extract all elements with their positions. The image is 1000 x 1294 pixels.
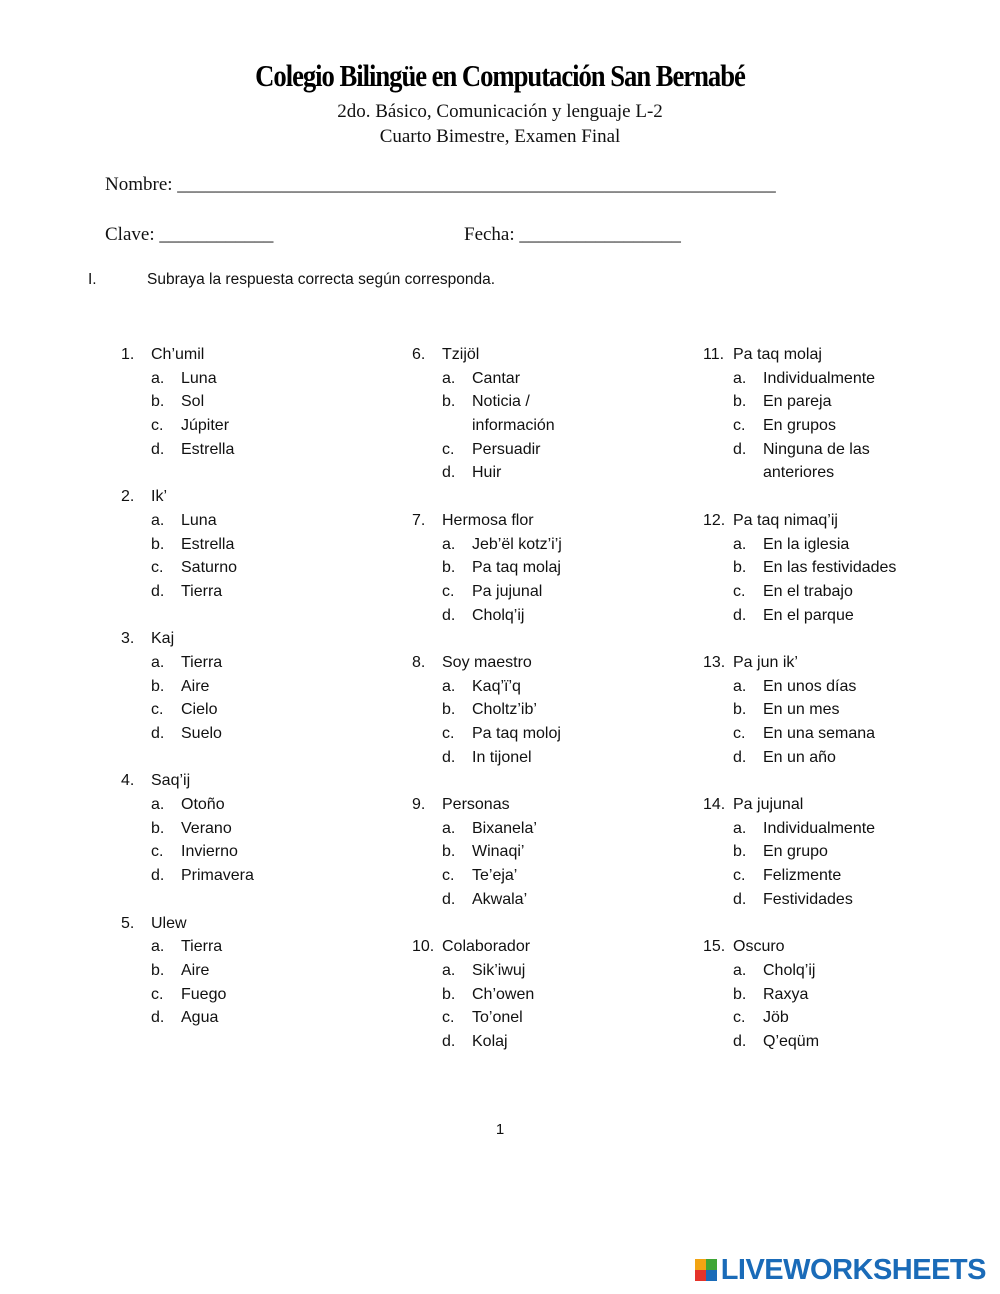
option-text: En unos días [763, 677, 857, 695]
option-text: Noticia / [472, 393, 530, 411]
option-text: Suelo [181, 725, 222, 742]
option-letter: d. [442, 606, 456, 624]
question-number: 14. [703, 796, 726, 814]
exam-subtitle: Cuarto Bimestre, Examen Final [379, 126, 621, 147]
option-text: Tierra [181, 582, 223, 600]
option-text: Huir [472, 464, 502, 482]
option-letter: b. [442, 985, 456, 1003]
option-letter: b. [733, 559, 747, 577]
question [121, 343, 421, 461]
question-line [703, 651, 1000, 675]
answer-option[interactable] [412, 817, 712, 841]
question-number: 1. [121, 346, 135, 363]
option-letter: c. [442, 1009, 455, 1027]
questions-column-1 [121, 343, 421, 1054]
question [121, 627, 421, 745]
option-letter: a. [151, 369, 165, 387]
option-text: En la iglesia [763, 535, 850, 553]
answer-option[interactable] [121, 1006, 421, 1030]
option-text: To’onel [472, 1009, 523, 1027]
answer-option[interactable] [412, 746, 712, 770]
option-letter: a. [151, 653, 165, 671]
option-letter: a. [442, 369, 456, 387]
option-letter: d. [733, 440, 747, 458]
option-letter: d. [733, 890, 747, 908]
course-subtitle: 2do. Básico, Comunicación y lenguaje L-2 [337, 101, 663, 122]
answer-option[interactable] [121, 438, 421, 462]
answer-option[interactable] [412, 698, 712, 722]
option-letter: d. [442, 748, 456, 766]
option-text: Luna [181, 511, 217, 529]
question-line [412, 343, 712, 367]
answer-option[interactable] [121, 817, 421, 841]
option-text: Júpiter [181, 417, 230, 435]
option-text: Pa jujunal [472, 582, 543, 600]
question-number: 11. [703, 346, 725, 363]
answer-option[interactable] [412, 533, 712, 557]
question-number: 13. [703, 653, 726, 671]
question-number: 9. [412, 796, 426, 814]
answer-option[interactable] [703, 367, 1000, 391]
question-line [703, 793, 1000, 817]
question-text: Personas [442, 796, 510, 814]
option-letter: d. [151, 582, 165, 600]
answer-option[interactable] [121, 556, 421, 580]
option-letter: a. [733, 369, 747, 387]
option-letter: c. [733, 417, 746, 435]
answer-option-continuation [412, 414, 712, 438]
question [703, 509, 1000, 627]
option-letter: c. [151, 701, 164, 719]
option-letter: a. [733, 961, 747, 979]
option-text: In tijonel [472, 748, 532, 766]
answer-option[interactable] [121, 533, 421, 557]
option-letter: d. [151, 440, 165, 458]
question [121, 912, 421, 1030]
question-number: 3. [121, 630, 135, 648]
answer-option[interactable] [703, 556, 1000, 580]
question-number: 6. [412, 346, 426, 363]
questions-column-3 [703, 343, 1000, 1077]
option-letter: b. [733, 843, 747, 861]
option-text: En un mes [763, 701, 840, 719]
section-instruction: Subraya la respuesta correcta según corresponda. [147, 271, 496, 288]
option-text: Cholq’ij [472, 606, 525, 624]
option-letter: c. [442, 440, 455, 458]
question [121, 769, 421, 887]
option-letter: a. [442, 961, 456, 979]
option-text: Otoño [181, 796, 225, 814]
answer-option[interactable] [412, 461, 712, 485]
answer-option[interactable] [121, 651, 421, 675]
option-text: Primavera [181, 867, 254, 885]
option-letter: d. [151, 867, 165, 885]
option-letter: b. [151, 535, 165, 553]
answer-option[interactable] [121, 983, 421, 1007]
question-number: 7. [412, 511, 426, 529]
code-field[interactable]: Clave: ____________ [105, 224, 274, 245]
answer-option[interactable] [121, 367, 421, 391]
option-letter: b. [733, 701, 747, 719]
option-text: Fuego [181, 985, 227, 1003]
answer-option[interactable] [703, 888, 1000, 912]
question-number: 2. [121, 488, 135, 506]
option-letter: d. [442, 1032, 456, 1050]
question-text: Ch’umil [151, 346, 205, 363]
question-text: Hermosa flor [442, 511, 534, 529]
question-line [703, 509, 1000, 533]
option-letter: a. [151, 511, 165, 529]
answer-option[interactable] [703, 959, 1000, 983]
option-letter: c. [442, 725, 455, 742]
answer-option[interactable] [703, 414, 1000, 438]
option-letter: a. [733, 535, 747, 553]
answer-option[interactable] [703, 390, 1000, 414]
option-text: Verano [181, 819, 232, 837]
answer-option[interactable] [703, 840, 1000, 864]
option-letter: c. [733, 867, 746, 885]
option-letter: a. [442, 677, 456, 695]
question-text: Colaborador [442, 938, 531, 956]
answer-option[interactable] [121, 935, 421, 959]
answer-option[interactable] [121, 864, 421, 888]
name-field[interactable]: Nombre: _______________________________________________________________ [105, 174, 776, 195]
option-letter: d. [442, 464, 456, 482]
answer-option[interactable] [412, 556, 712, 580]
question-text: Pa taq molaj [733, 346, 822, 363]
logo-square-2 [706, 1259, 717, 1270]
option-letter: c. [733, 1009, 746, 1027]
option-text: Choltz’ib’ [472, 701, 537, 719]
option-letter: a. [151, 796, 165, 814]
question [703, 793, 1000, 911]
date-field[interactable]: Fecha: _________________ [464, 224, 681, 245]
answer-option[interactable] [121, 414, 421, 438]
question-line [703, 343, 1000, 367]
question-line [121, 627, 421, 651]
option-text: Ninguna de las [763, 440, 870, 458]
option-text: Kaq’ï’q [472, 677, 521, 695]
option-letter: a. [733, 819, 747, 837]
question-number: 10. [412, 938, 435, 956]
answer-option[interactable] [412, 959, 712, 983]
option-letter: b. [442, 393, 456, 411]
question-number: 12. [703, 511, 726, 529]
option-letter: d. [733, 606, 747, 624]
option-letter: b. [151, 677, 165, 695]
option-text: Cielo [181, 701, 218, 719]
option-letter: b. [733, 393, 747, 411]
option-letter: c. [442, 867, 455, 885]
option-text: En el trabajo [763, 582, 853, 600]
liveworksheets-logo-icon [695, 1259, 717, 1281]
option-text: Winaqi’ [472, 843, 525, 861]
answer-option[interactable] [703, 817, 1000, 841]
option-letter: d. [733, 748, 747, 766]
option-text: Cholq’ij [763, 961, 816, 979]
option-text: Estrella [181, 440, 235, 458]
option-text: Individualmente [763, 369, 876, 387]
answer-option[interactable] [412, 722, 712, 746]
option-letter: b. [442, 559, 456, 577]
question-line [412, 509, 712, 533]
answer-option[interactable] [703, 1006, 1000, 1030]
answer-option[interactable] [703, 983, 1000, 1007]
question-text: Soy maestro [442, 653, 532, 671]
question-text: Pa taq nimaq’ij [733, 511, 838, 529]
option-letter: d. [151, 1009, 165, 1027]
option-text: Invierno [181, 843, 238, 861]
question [412, 509, 712, 627]
option-text: Sik’iwuj [472, 961, 526, 979]
option-text: Estrella [181, 535, 235, 553]
question-number: 15. [703, 938, 726, 956]
question [412, 651, 712, 769]
option-letter: c. [442, 582, 455, 600]
option-letter: c. [151, 985, 164, 1003]
answer-option[interactable] [412, 983, 712, 1007]
answer-option[interactable] [412, 1030, 712, 1054]
logo-square-3 [695, 1270, 706, 1281]
question [703, 343, 1000, 485]
option-letter: c. [733, 582, 746, 600]
answer-option[interactable] [703, 698, 1000, 722]
option-letter: d. [733, 1032, 747, 1050]
answer-option[interactable] [121, 959, 421, 983]
answer-option[interactable] [121, 698, 421, 722]
option-text: Ch’owen [472, 985, 535, 1003]
option-letter: b. [151, 961, 165, 979]
answer-option[interactable] [121, 580, 421, 604]
question-text: Ulew [151, 914, 187, 932]
option-letter: a. [442, 535, 456, 553]
question-number: 4. [121, 772, 135, 790]
option-text: Bixanela’ [472, 819, 537, 837]
question-text: Pa jujunal [733, 796, 804, 814]
question [703, 935, 1000, 1053]
answer-option[interactable] [412, 840, 712, 864]
question [121, 485, 421, 603]
option-text: En pareja [763, 393, 832, 411]
question-line [121, 769, 421, 793]
option-text: Kolaj [472, 1032, 508, 1050]
question-line [412, 935, 712, 959]
option-text: Q’eqüm [763, 1032, 820, 1050]
answer-option[interactable] [121, 390, 421, 414]
option-text: Te’eja’ [472, 867, 518, 885]
answer-option[interactable] [412, 438, 712, 462]
answer-option[interactable] [121, 509, 421, 533]
answer-option[interactable] [703, 746, 1000, 770]
question-line [121, 485, 421, 509]
answer-option[interactable] [412, 675, 712, 699]
question-text: Kaj [151, 630, 175, 648]
answer-option[interactable] [412, 604, 712, 628]
answer-option[interactable] [703, 604, 1000, 628]
option-text: Jöb [763, 1009, 789, 1027]
answer-option[interactable] [703, 864, 1000, 888]
question-number: 8. [412, 653, 426, 671]
option-text: Cantar [472, 369, 521, 387]
answer-option-continuation [703, 461, 1000, 485]
question-number: 5. [121, 914, 135, 932]
logo-square-1 [695, 1259, 706, 1270]
answer-option[interactable] [703, 438, 1000, 462]
option-letter: c. [733, 725, 746, 742]
option-text: En una semana [763, 725, 876, 742]
option-text: En grupo [763, 843, 828, 861]
option-text: En un año [763, 748, 836, 766]
option-letter: b. [442, 701, 456, 719]
question-line [121, 912, 421, 936]
option-text: Tierra [181, 653, 223, 671]
question-text: Tzijöl [442, 346, 480, 363]
option-text: Festividades [763, 890, 853, 908]
option-text: En grupos [763, 417, 836, 435]
question-text: Saq’ij [151, 772, 191, 790]
option-text: Felizmente [763, 867, 842, 885]
option-text: Saturno [181, 559, 238, 577]
answer-option[interactable] [121, 793, 421, 817]
option-letter: b. [151, 819, 165, 837]
answer-option[interactable] [121, 840, 421, 864]
school-title: Colegio Bilingüe en Computación San Bernabé [255, 58, 745, 93]
option-text: Individualmente [763, 819, 876, 837]
question-line [412, 793, 712, 817]
option-text: Aire [181, 677, 210, 695]
answer-option[interactable] [412, 390, 712, 414]
answer-option[interactable] [412, 864, 712, 888]
option-text: Sol [181, 393, 205, 411]
answer-option[interactable] [412, 367, 712, 391]
question [412, 343, 712, 485]
question-line [121, 343, 421, 367]
option-text: Pa taq molaj [472, 559, 561, 577]
answer-option[interactable] [703, 722, 1000, 746]
logo-square-4 [706, 1270, 717, 1281]
option-letter: a. [733, 677, 747, 695]
option-letter: a. [442, 819, 456, 837]
question [412, 793, 712, 911]
option-letter: b. [733, 985, 747, 1003]
option-letter: b. [442, 843, 456, 861]
option-text: Persuadir [472, 440, 541, 458]
option-text: Luna [181, 369, 217, 387]
question [703, 651, 1000, 769]
answer-option[interactable] [703, 533, 1000, 557]
question-text: Ik’ [151, 488, 167, 506]
option-text: Aire [181, 961, 210, 979]
option-letter: c. [151, 417, 164, 435]
question-text: Pa jun ik’ [733, 653, 798, 671]
answer-option[interactable] [412, 888, 712, 912]
question [412, 935, 712, 1053]
answer-option[interactable] [121, 675, 421, 699]
option-letter: d. [442, 890, 456, 908]
questions-column-2 [412, 343, 712, 1077]
option-text: En las festividades [763, 559, 897, 577]
section-number: I. [88, 271, 97, 288]
question-line [703, 935, 1000, 959]
question-text: Oscuro [733, 938, 785, 956]
option-text: Tierra [181, 938, 223, 956]
option-text: Akwala’ [472, 890, 528, 908]
option-letter: d. [151, 725, 165, 742]
brand-name: LIVEWORKSHEETS [720, 1253, 986, 1286]
option-text: Raxya [763, 985, 809, 1003]
question-line [412, 651, 712, 675]
answer-option[interactable] [412, 1006, 712, 1030]
option-text-continued: anteriores [763, 464, 835, 482]
answer-option[interactable] [703, 1030, 1000, 1054]
option-letter: c. [151, 559, 164, 577]
option-text: Jeb’ël kotz’i’j [472, 535, 562, 553]
page-number: 1 [495, 1121, 505, 1138]
option-text: En el parque [763, 606, 854, 624]
option-text: Pa taq moloj [472, 725, 561, 742]
option-letter: a. [151, 938, 165, 956]
answer-option[interactable] [412, 580, 712, 604]
liveworksheets-brand[interactable] [695, 1253, 986, 1287]
option-text-continued: información [472, 417, 555, 435]
option-letter: c. [151, 843, 164, 861]
answer-option[interactable] [703, 580, 1000, 604]
answer-option[interactable] [121, 722, 421, 746]
answer-option[interactable] [703, 675, 1000, 699]
option-text: Agua [181, 1009, 219, 1027]
option-letter: b. [151, 393, 165, 411]
